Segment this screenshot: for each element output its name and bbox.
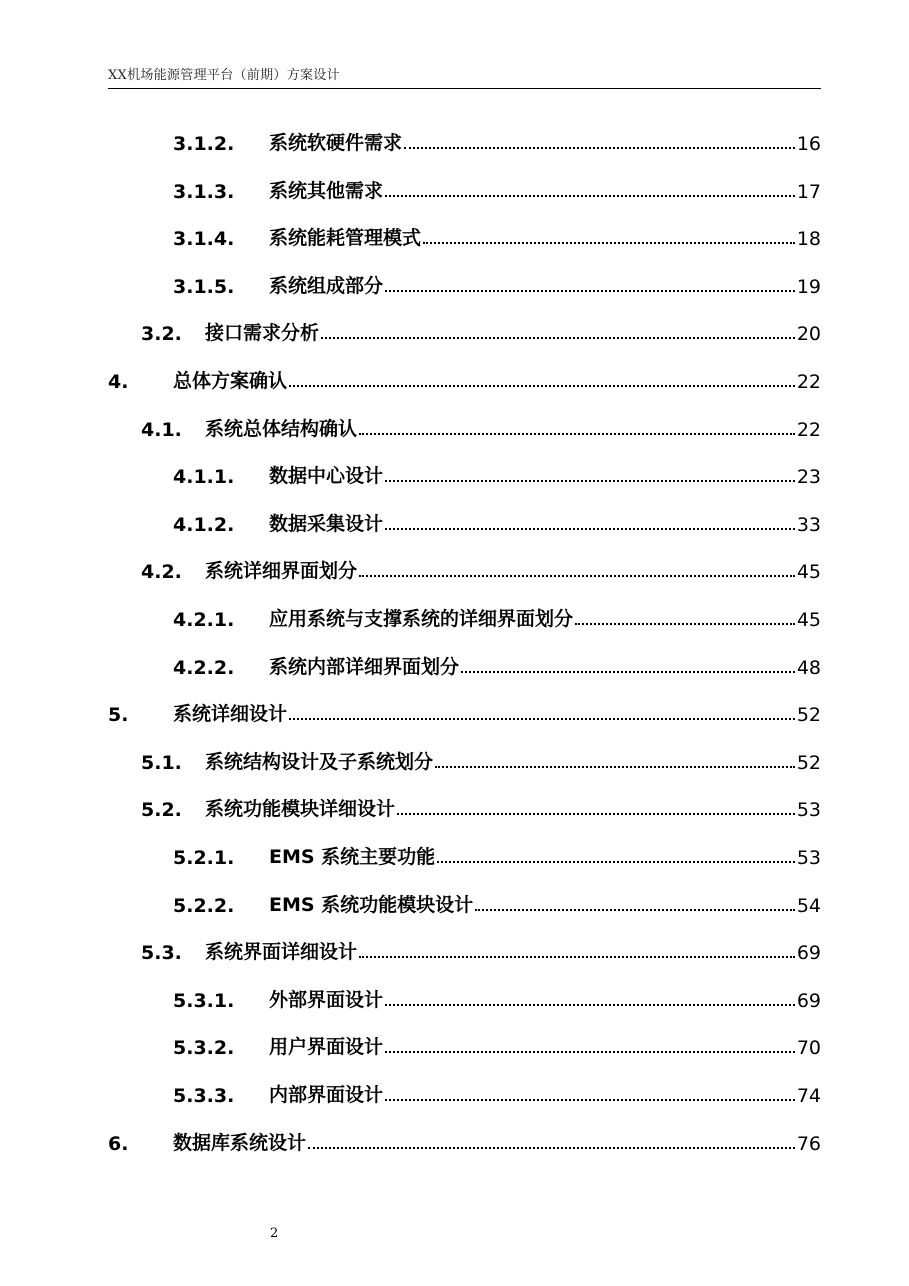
toc-entry-page: 22 [796,371,821,393]
toc-entry-title: 内部界面设计 [269,1084,384,1106]
toc-dot-leader [359,433,795,435]
toc-entry-page: 53 [796,847,821,869]
toc-entry-title: 系统软硬件需求 [269,132,403,154]
toc-entry-page: 53 [796,799,821,821]
toc-entry-number: 5.3.1. [173,990,235,1012]
toc-entry-number: 4.2.2. [173,657,235,679]
toc-entry-title: 数据库系统设计 [173,1132,307,1154]
toc-entry-number: 4.1.1. [173,466,235,488]
toc-entry[interactable] [0,649,821,679]
toc-dot-leader [475,909,795,911]
toc-entry[interactable] [0,934,821,964]
toc-entry-title: 系统界面详细设计 [205,941,358,963]
toc-dot-leader [397,813,795,815]
toc-entry-page: 45 [796,561,821,583]
toc-entry-page: 76 [796,1133,821,1155]
toc-entry[interactable] [0,363,821,393]
toc-entry[interactable] [0,601,821,631]
toc-entry-number: 3.2. [141,323,182,345]
toc-entry[interactable] [0,982,821,1012]
toc-entry[interactable] [0,887,821,917]
toc-dot-leader [359,575,795,577]
toc-entry-page: 16 [796,133,821,155]
toc-entry[interactable] [0,839,821,869]
toc-entry-title: EMS 系统功能模块设计 [269,894,474,916]
running-header: XX机场能源管理平台（前期）方案设计 [108,68,340,83]
toc-entry-number: 3.1.3. [173,181,235,203]
toc-dot-leader [423,242,795,244]
toc-entry-number: 4.1.2. [173,514,235,536]
header-rule [108,88,821,89]
toc-entry[interactable] [0,220,821,250]
toc-dot-leader [461,671,795,673]
page-number: 2 [270,1226,279,1241]
toc-entry-title: 系统结构设计及子系统划分 [205,751,434,773]
toc-entry-page: 45 [796,609,821,631]
toc-entry-number: 4.1. [141,419,182,441]
toc-dot-leader [437,861,795,863]
toc-dot-leader [575,623,795,625]
toc-entry-number: 6. [108,1133,129,1155]
toc-entry-title: 系统总体结构确认 [205,418,358,440]
toc-entry-title: EMS 系统主要功能 [269,846,436,868]
toc-entry-number: 5.2.1. [173,847,235,869]
toc-entry-number: 5. [108,704,129,726]
toc-entry[interactable] [0,1125,821,1155]
toc-entry-title: 数据采集设计 [269,513,384,535]
toc-entry-page: 69 [796,990,821,1012]
toc-entry[interactable] [0,553,821,583]
toc-entry-title: 总体方案确认 [173,370,288,392]
toc-entry-page: 18 [796,228,821,250]
toc-entry[interactable] [0,125,821,155]
toc-entry[interactable] [0,411,821,441]
toc-entry-number: 3.1.4. [173,228,235,250]
toc-dot-leader [359,956,795,958]
toc-entry-title: 系统能耗管理模式 [269,227,422,249]
toc-dot-leader [385,1004,795,1006]
toc-entry[interactable] [0,458,821,488]
toc-dot-leader [289,385,795,387]
toc-entry-page: 48 [796,657,821,679]
toc-dot-leader [385,195,795,197]
toc-entry-number: 3.1.5. [173,276,235,298]
toc-entry-title: 系统内部详细界面划分 [269,656,460,678]
toc-entry-title: 系统详细界面划分 [205,560,358,582]
toc-entry[interactable] [0,696,821,726]
toc-dot-leader [385,528,795,530]
toc-entry-number: 5.3.2. [173,1037,235,1059]
toc-entry[interactable] [0,315,821,345]
toc-entry-page: 74 [796,1085,821,1107]
toc-entry-page: 19 [796,276,821,298]
toc-entry[interactable] [0,744,821,774]
toc-entry-number: 4. [108,371,129,393]
toc-dot-leader [385,1099,795,1101]
toc-entry-page: 33 [796,514,821,536]
toc-dot-leader [385,1051,795,1053]
toc-entry-title: 系统功能模块详细设计 [205,798,396,820]
toc-dot-leader [435,766,795,768]
toc-entry-page: 52 [796,752,821,774]
toc-entry-page: 69 [796,942,821,964]
toc-entry[interactable] [0,173,821,203]
toc-entry-number: 4.2.1. [173,609,235,631]
toc-entry[interactable] [0,1077,821,1107]
toc-entry-title: 外部界面设计 [269,989,384,1011]
toc-entry-title: 系统详细设计 [173,703,288,725]
toc-entry-page: 22 [796,419,821,441]
toc-entry-title: 系统组成部分 [269,275,384,297]
toc-entry[interactable] [0,1029,821,1059]
toc-entry-title: 用户界面设计 [269,1036,384,1058]
toc-dot-leader [404,147,795,149]
toc-dot-leader [385,290,795,292]
toc-dot-leader [289,718,795,720]
toc-entry-number: 5.3.3. [173,1085,235,1107]
toc-entry-number: 4.2. [141,561,182,583]
toc-entry-number: 5.2. [141,799,182,821]
toc-entry-number: 5.2.2. [173,895,235,917]
toc-entry-page: 17 [796,181,821,203]
toc-dot-leader [385,480,795,482]
toc-entry-title: 应用系统与支撑系统的详细界面划分 [269,608,574,630]
toc-entry[interactable] [0,506,821,536]
toc-entry-title: 系统其他需求 [269,180,384,202]
toc-entry-number: 5.1. [141,752,182,774]
toc-entry-page: 23 [796,466,821,488]
toc-entry-page: 54 [796,895,821,917]
toc-entry[interactable] [0,791,821,821]
toc-entry[interactable] [0,268,821,298]
toc-entry-page: 70 [796,1037,821,1059]
toc-entry-title: 接口需求分析 [205,322,320,344]
toc-entry-page: 52 [796,704,821,726]
toc-entry-title: 数据中心设计 [269,465,384,487]
toc-dot-leader [321,337,795,339]
toc-entry-page: 20 [796,323,821,345]
toc-entry-number: 3.1.2. [173,133,235,155]
toc-dot-leader [308,1147,795,1149]
toc-entry-number: 5.3. [141,942,182,964]
